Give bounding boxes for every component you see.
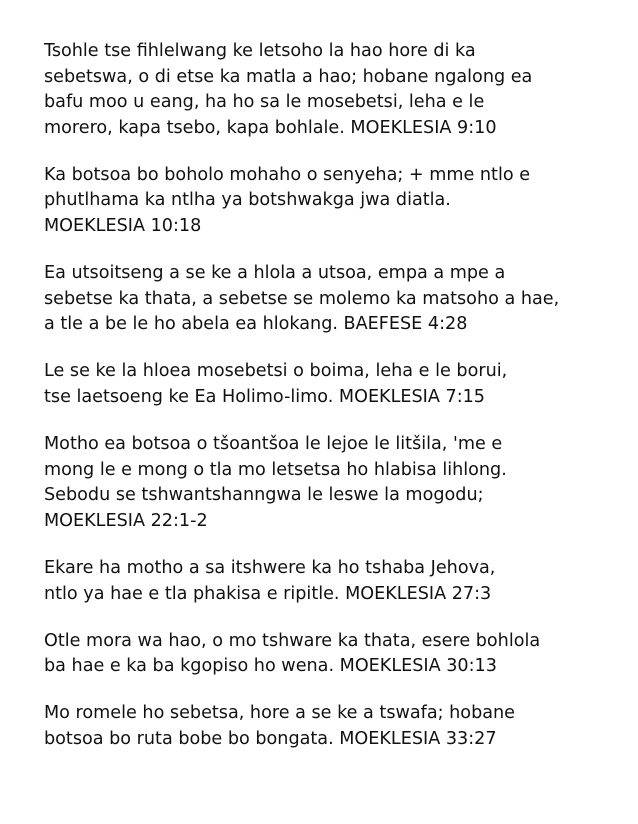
verse-paragraph: Ekare ha motho a sa itshwere ka ho tshaba Jehova, ntlo ya hae e tla phakisa e ripitle. MOEKLESIA 27:3	[44, 558, 496, 604]
verse-paragraph: Tsohle tse fihlelwang ke letsoho la hao hore di ka sebetswa, o di etse ka matla a hao; hobane ngalong ea bafu moo u eang, ha ho sa le mosebetsi, leha e le morero, kapa tsebo, kapa bohlale. MOEKLESIA 9:10	[44, 41, 533, 138]
verse-paragraph: Ka botsoa bo boholo mohaho o senyeha; + mme ntlo e phutlhama ka ntlha ya botshwakga jwa diatla. MOEKLESIA 10:18	[44, 164, 531, 237]
verse-paragraph: Ea utsoitseng a se ke a hlola a utsoa, empa a mpe a sebetse ka thata, a sebetse se molemo ka matsoho a hae, a tle a be le ho abela ea hlokang. BAEFESE 4:28	[44, 263, 560, 335]
verse-paragraph: Otle mora wa hao, o mo tshware ka thata, esere bohlola ba hae e ka ba kgopiso ho wena. MOEKLESIA 30:13	[44, 630, 541, 677]
verse-paragraph: Mo romele ho sebetsa, hore a se ke a tswafa; hobane botsoa bo ruta bobe bo bongata. MOEKLESIA 33:27	[44, 703, 515, 749]
verse-paragraph: Motho ea botsoa o tšoantšoa le lejoe le litšila, 'me e mong le e mong o tla mo letsetsa ho hlabisa lihlong. Sebodu se tshwantshanngwa le leswe la mogodu; MOEKLESIA 22:1-2	[44, 434, 507, 531]
verse-paragraph: Le se ke la hloea mosebetsi o boima, leha e le borui, tse laetsoeng ke Ea Holimo-limo. MOEKLESIA 7:15	[44, 361, 508, 408]
